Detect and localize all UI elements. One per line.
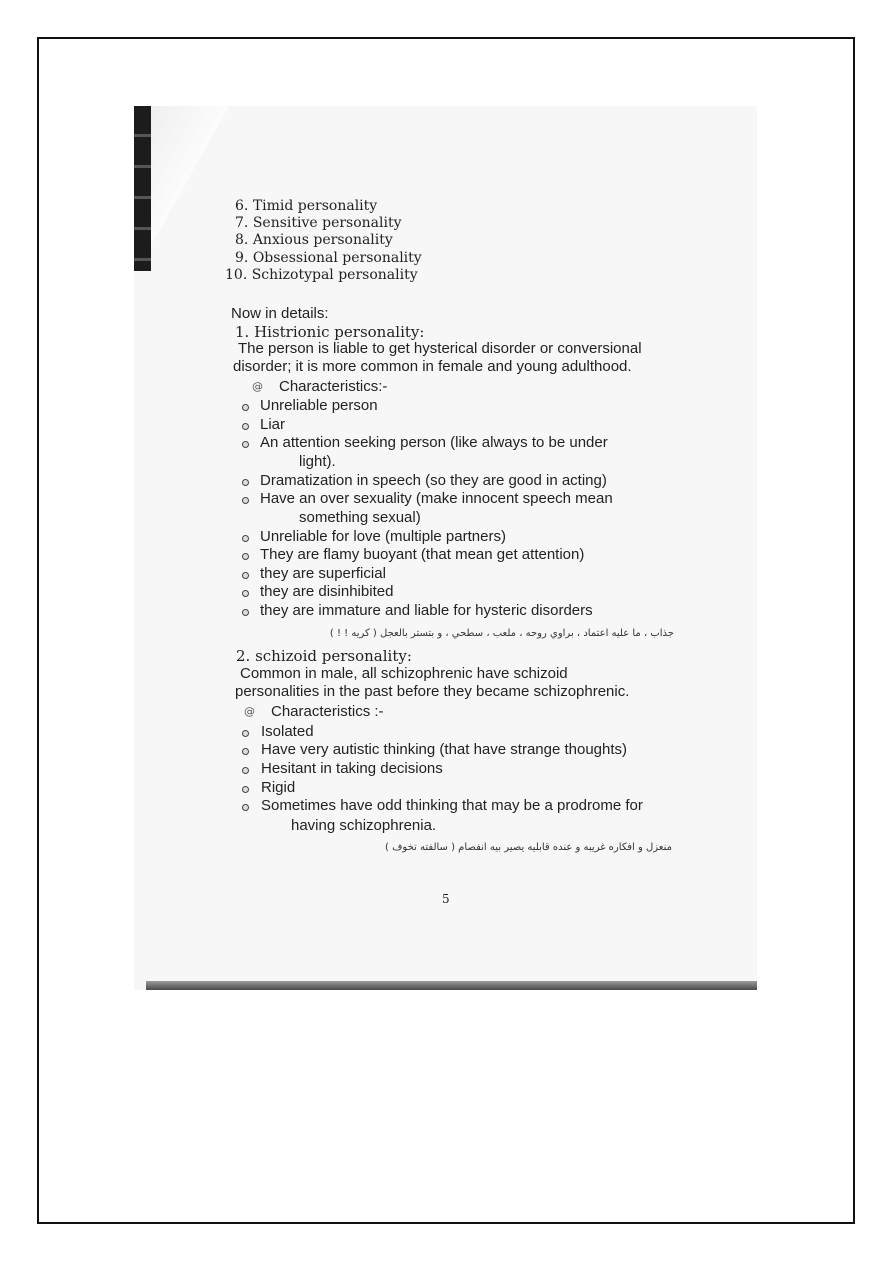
histrionic-desc-line1: The person is liable to get hysterical disorder or conversional: [238, 340, 642, 357]
spiral-bullet-icon: @: [252, 380, 263, 393]
histrionic-item: Dramatization in speech (so they are good in acting): [260, 472, 607, 489]
schizoid-item: Isolated: [261, 723, 314, 740]
histrionic-item: Unreliable for love (multiple partners): [260, 528, 506, 545]
bullet-icon: [242, 404, 249, 411]
section-intro: Now in details:: [231, 305, 329, 322]
list-item-8: 8. Anxious personality: [235, 232, 393, 248]
histrionic-item: they are superficial: [260, 565, 386, 582]
histrionic-item: they are disinhibited: [260, 583, 394, 600]
binder-edge: [134, 106, 151, 271]
scan-bottom-shadow: [146, 981, 757, 990]
bullet-icon: [242, 572, 249, 579]
schizoid-item: Have very autistic thinking (that have strange thoughts): [261, 741, 628, 758]
histrionic-arabic-note: جذاب ، ما عليه اعتماد ، براوي روحه ، ملعب ، سطحي ، و بتستر بالعجل ( كريه ! ! ): [329, 628, 674, 639]
histrionic-item: Liar: [260, 416, 286, 433]
bullet-icon: [242, 553, 249, 560]
schizoid-char-label: Characteristics :-: [271, 703, 384, 720]
schizoid-arabic-note: منعزل و افكاره غريبه و عنده قابليه يصير بيه انفصام ( سالفته تخوف ): [384, 842, 672, 853]
bullet-icon: [242, 441, 249, 448]
histrionic-item-cont: something sexual): [299, 509, 421, 526]
bullet-icon: [242, 786, 249, 793]
schizoid-item: Hesitant in taking decisions: [261, 760, 443, 777]
histrionic-item: Have an over sexuality (make innocent speech mean: [260, 490, 613, 507]
histrionic-item: they are immature and liable for hysteric disorders: [260, 602, 593, 619]
bullet-icon: [242, 748, 249, 755]
bullet-icon: [242, 497, 249, 504]
bullet-icon: [242, 535, 249, 542]
bullet-icon: [242, 730, 249, 737]
schizoid-item-cont: having schizophrenia.: [291, 817, 437, 834]
schizoid-item: Sometimes have odd thinking that may be a prodrome for: [261, 797, 643, 814]
bullet-icon: [242, 609, 249, 616]
list-item-9: 9. Obsessional personality: [235, 250, 422, 266]
histrionic-item: An attention seeking person (like always to be under: [260, 434, 608, 451]
list-item-6: 6. Timid personality: [235, 198, 378, 214]
list-item-7: 7. Sensitive personality: [235, 215, 402, 231]
histrionic-item: Unreliable person: [260, 397, 378, 414]
schizoid-desc-line1: Common in male, all schizophrenic have schizoid: [240, 665, 568, 682]
schizoid-heading: 2. schizoid personality:: [236, 647, 412, 665]
bullet-icon: [242, 590, 249, 597]
bullet-icon: [242, 479, 249, 486]
histrionic-heading: 1. Histrionic personality:: [235, 323, 425, 341]
schizoid-item: Rigid: [261, 779, 296, 796]
spiral-bullet-icon: @: [244, 705, 255, 718]
bullet-icon: [242, 423, 249, 430]
list-item-10: 10. Schizotypal personality: [225, 267, 418, 283]
bullet-icon: [242, 804, 249, 811]
page-number: 5: [442, 892, 450, 906]
histrionic-desc-line2: disorder; it is more common in female and young adulthood.: [233, 358, 632, 375]
histrionic-char-label: Characteristics:-: [279, 378, 388, 395]
histrionic-item-cont: light).: [299, 453, 336, 470]
schizoid-desc-line2: personalities in the past before they became schizophrenic.: [235, 683, 630, 700]
scanned-page: [134, 106, 757, 990]
histrionic-item: They are flamy buoyant (that mean get attention): [260, 546, 585, 563]
bullet-icon: [242, 767, 249, 774]
